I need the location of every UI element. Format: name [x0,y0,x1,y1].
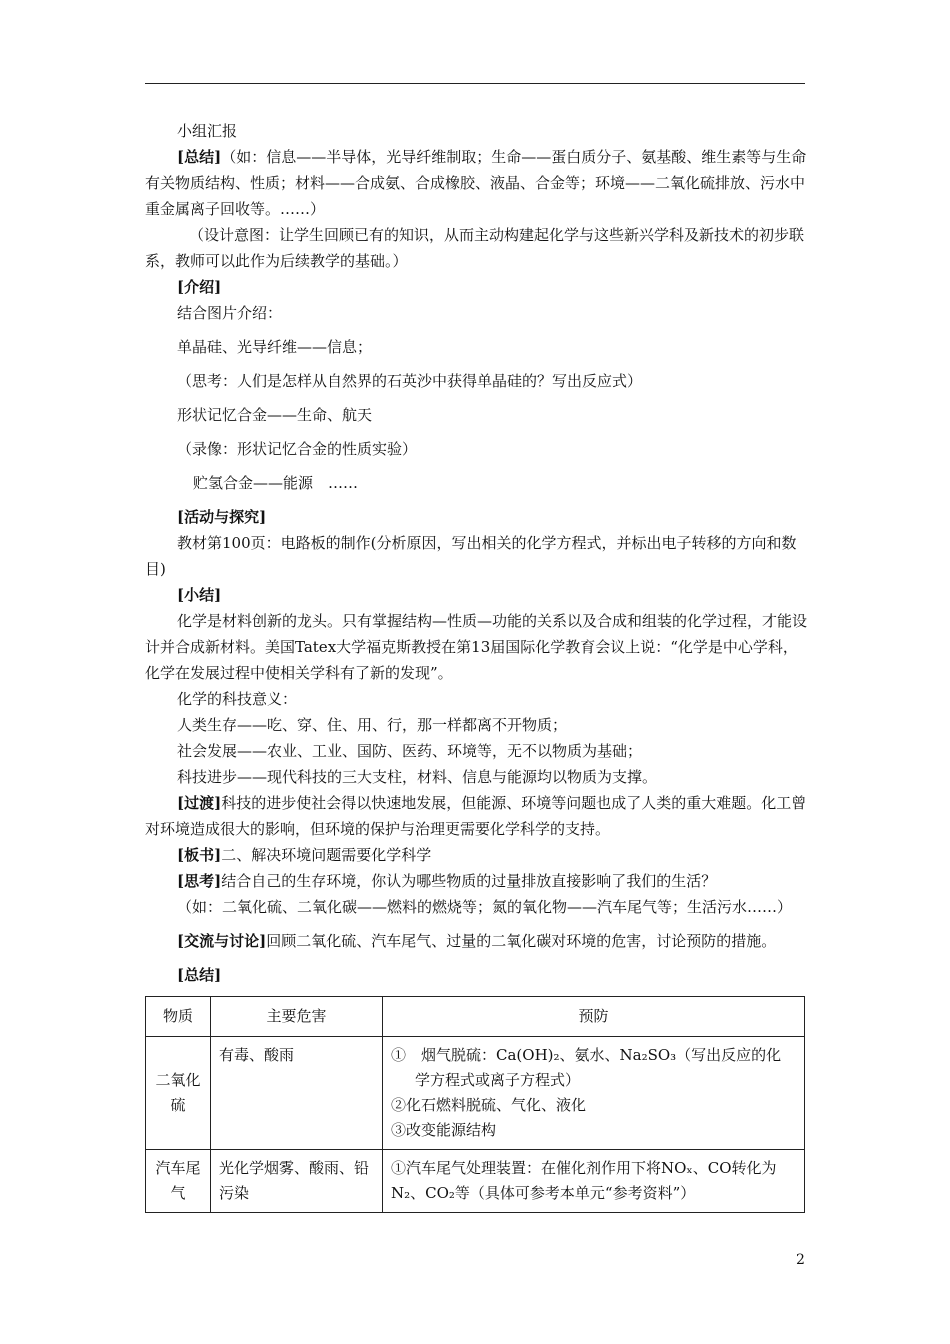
harm-cell: 有毒、酸雨 [211,1037,383,1150]
paragraph: 社会发展——农业、工业、国防、医药、环境等，无不以物质为基础； [177,742,643,760]
harm-cell: 光化学烟雾、酸雨、铅污染 [211,1150,383,1213]
table-header: 物质 [146,997,211,1037]
table-row [146,1150,805,1213]
paragraph: [思考]结合自己的生存环境，你认为哪些物质的过量排放直接影响了我们的生活？ [177,872,717,890]
paragraph: [交流与讨论]回顾二氧化硫、汽车尾气、过量的二氧化碳对环境的危害，讨论预防的措施。 [177,932,777,950]
paragraph: 人类生存——吃、穿、住、用、行，那一样都离不开物质； [177,716,568,734]
paragraph: （录像：形状记忆合金的性质实验） [177,440,418,458]
paragraph: 形状记忆合金——生命、航天 [177,406,373,424]
table-header-row [146,997,805,1037]
prevention-item: ①汽车尾气处理装置：在催化剂作用下将NOₓ、CO转化为N₂、CO₂等（具体可参考本单元“参考资料”） [391,1159,777,1202]
paragraph: （如：二氧化硫、二氧化碳——燃料的燃烧等；氮的氧化物——汽车尾气等；生活污水……） [177,898,793,916]
paragraph: 科技进步——现代科技的三大支柱，材料、信息与能源均以物质为支撑。 [177,768,658,786]
prevention-item: ① 烟气脱硫：Ca(OH)₂、氨水、Na₂SO₃（写出反应的化学方程式或离子方程式） [391,1046,782,1089]
page-number: 2 [796,1252,805,1268]
table-row [146,1037,805,1150]
prevention-cell [383,1037,805,1150]
paragraph: [总结]（如：信息——半导体，光导纤维制取；生命——蛋白质分子、氨基酸、维生素等与生命有关物质结构、性质；材料——合成氨、合成橡胶、液晶、合金等；环境——二氧化硫排放、污水中重金属离子回收等。……） [145,148,807,218]
section-heading: [小结] [177,586,222,604]
summary-table [145,996,805,1213]
substance-cell: 二氧化硫 [146,1037,211,1150]
paragraph: 化学是材料创新的龙头。只有掌握结构—性质—功能的关系以及合成和组装的化学过程，才能设计并合成新材料。美国Tatex大学福克斯教授在第13届国际化学教育会议上说：“化学是中心学科，化学在发展过程中使相关学科有了新的发现”。 [145,612,808,682]
paragraph: [板书]二、解决环境问题需要化学科学 [177,846,432,864]
prevention-item: ②化石燃料脱硫、气化、液化 [391,1096,587,1114]
paragraph: 教材第100页：电路板的制作(分析原因，写出相关的化学方程式，并标出电子转移的方向和数目) [145,534,797,578]
paragraph: （思考：人们是怎样从自然界的石英沙中获得单晶硅的？写出反应式） [177,372,643,390]
section-heading: [活动与探究] [177,508,267,526]
paragraph: 化学的科技意义： [177,690,298,708]
paragraph: [过渡]科技的进步使社会得以快速地发展，但能源、环境等问题也成了人类的重大难题。化工曾对环境造成很大的影响，但环境的保护与治理更需要化学科学的支持。 [145,794,807,838]
paragraph: 贮氢合金——能源 …… [193,474,359,492]
table-header: 预防 [383,997,805,1037]
prevention-item: ③改变能源结构 [391,1121,497,1139]
document-body [145,118,807,1213]
section-heading: [总结] [177,966,222,984]
section-heading: [介绍] [177,278,222,296]
paragraph: （设计意图：让学生回顾已有的知识，从而主动构建起化学与这些新兴学科及新技术的初步联系，教师可以此作为后续教学的基础。） [145,226,805,270]
table-header: 主要危害 [211,997,383,1037]
header-rule [145,83,805,84]
prevention-cell [383,1150,805,1213]
substance-cell: 汽车尾气 [146,1150,211,1213]
paragraph: 结合图片介绍： [177,304,283,322]
paragraph: 小组汇报 [177,122,238,140]
paragraph: 单晶硅、光导纤维——信息； [177,338,373,356]
